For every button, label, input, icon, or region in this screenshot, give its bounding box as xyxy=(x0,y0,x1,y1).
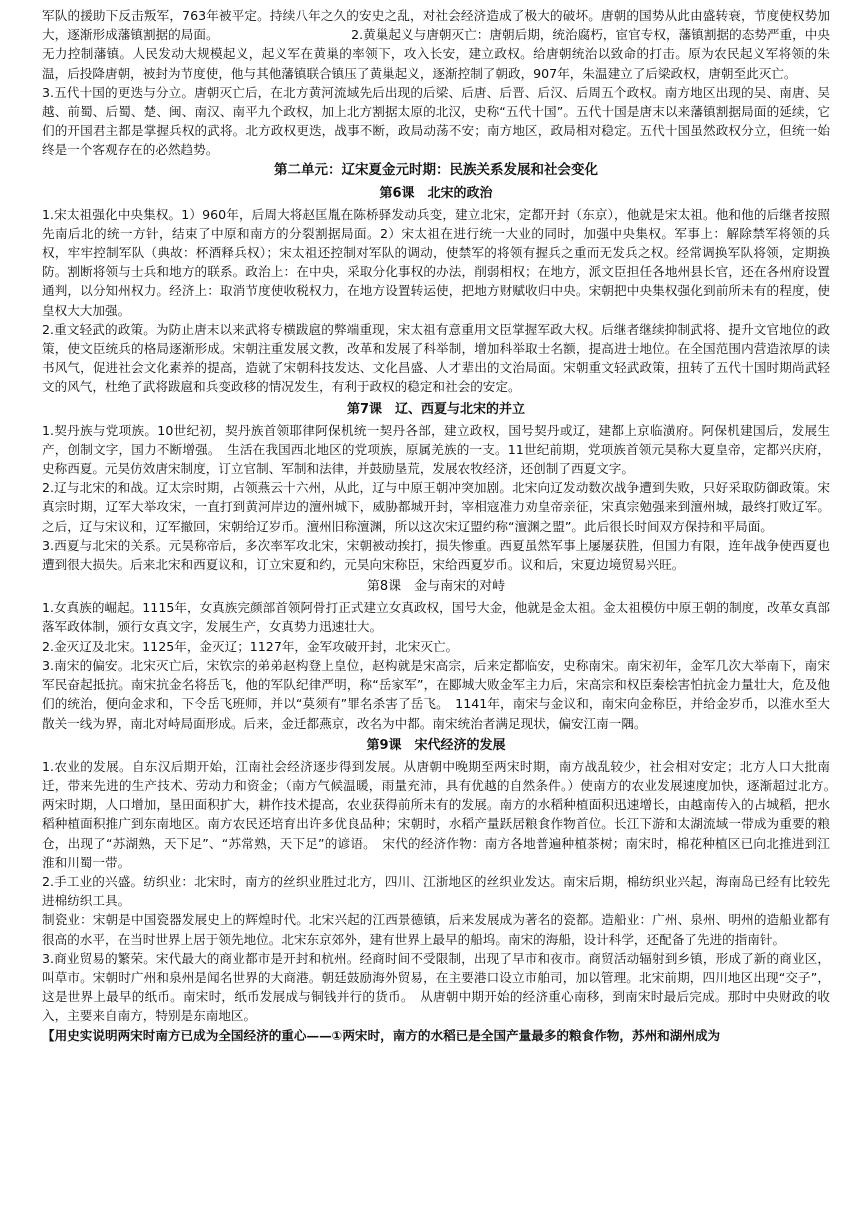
paragraph-wen-over-wu: 2.重文轻武的政策。为防止唐末以来武将专横跋扈的弊端重现，宋太祖有意重用文臣掌握军政大权。后继者继续抑制武将、提升文官地位的政策，使文臣统兵的格局逐渐形成。宋朝注重发展文教，改革和发展了科举制，增加科举取士名额，提高进士地位。在全国范围内营造浓厚的读书风气，促进社会文化素养的提高，造就了宋朝科技发达、文化昌盛、人才辈出的文治局面。宋朝重文轻武政策，扭转了五代十国时期尚武轻文的风气，杜绝了武将跋扈和兵变政移的情况发生，有利于政权的稳定和社会的安定。 xyxy=(42,321,830,395)
unit-title: 第二单元：辽宋夏金元时期：民族关系发展和社会变化 xyxy=(274,161,598,178)
paragraph-porcelain-ships: 制瓷业：宋朝是中国瓷器发展史上的辉煌时代。北宋兴起的江西景德镇，后来发展成为著名的瓷都。造船业：广州、泉州、明州的造船业都有很高的水平，在当时世界上居于领先地位。北宋东京郊外，建有世界上最早的船坞。南宋的海船，设计科学，还配备了先进的指南针。 xyxy=(42,912,830,947)
paragraph-agriculture: 1.农业的发展。自东汉后期开始，江南社会经济逐步得到发展。从唐朝中晚期至两宋时期，南方战乱较少，社会相对安定；北方人口大批南迁，带来先进的生产技术、劳动力和资金；（南方气候温暖，雨量充沛，具有优越的自然条件。）使南方的农业发展速度加快，逐渐超过北方。 两宋时期，人口增加，垦田面积扩大，耕作技术提高，农业获得前所未有的发展。南方的水稻种植面积迅速增长，由越南传入的占城稻，把水稻种植面积推广到东南地区。南方农民还培育出许多优良品种；宋朝时，水稻产量跃居粮食作物首位。长江下游和太湖流域一带成为重要的粮仓，出现了“苏湖熟，天下足”、“苏常熟，天下足”的谚语。 宋代的经济作物：南方各地普遍种植茶树；南宋时，棉花种植区已向北推进到江淮和川蜀一带。 xyxy=(42,758,843,870)
paragraph-commerce: 3.商业贸易的繁荣。宋代最大的商业都市是开封和杭州。经商时间不受限制，出现了早市和夜市。商贸活动辐射到乡镇，形成了新的商业区，叫草市。宋朝时广州和泉州是闻名世界的大商港。朝廷鼓励海外贸易，在主要港口设立市舶司，加以管理。北宋前期，四川地区出现“交子”，这是世界上最早的纸币。南宋时，纸币发展成与铜钱并行的货币。 从唐朝中期开始的经济重心南移，到南宋时最后完成。那时中央财政的收入，主要来自南方，特别是东南地区。 xyxy=(42,950,830,1024)
lesson-title-9: 第9课 宋代经济的发展 xyxy=(366,737,506,753)
paragraph-handicraft: 2.手工业的兴盛。纺织业：北宋时，南方的丝织业胜过北方，四川、江浙地区的丝织业发达。南宋后期，棉纺织业兴起，海南岛已经有比较先进棉纺织工具。 xyxy=(42,873,830,909)
paragraph-song-taizu: 1.宋太祖强化中央集权。1）960年，后周大将赵匡胤在陈桥驿发动兵变，建立北宋，定都开封（东京），他就是宋太祖。他和他的后继者按照先南后北的统一方针，结束了中原和南方的分裂割据局面。2）宋太祖在进行统一大业的同时，加强中央集权。军事上：解除禁军将领的兵权，牢牢控制军队（典故：杯酒释兵权）；宋太祖还控制对军队的调动，使禁军的将领有握兵之重而无发兵之权。经常调换军队将领，定期换防。割断将领与士兵和地方的联系。政治上：在中央，采取分化事权的办法，削弱相权；在地方，派文臣担任各地州县长官，还在各州府设置通判，以分知州权力。经济上：取消节度使收税权力，在地方设置转运使，把地方财赋收归中央。宋朝把中央集权强化到前所未有的程度，使皇权大大加强。 xyxy=(42,206,830,318)
paragraph-an-shi-rebellion: 军队的援助下反击叛军，763年被平定。持续八年之久的安史之乱，对社会经济造成了极大的破坏。唐朝的国势从此由盛转衰，节度使权势加大，逐渐形成藩镇割据的局面。 2.黄巢起义与唐朝灭亡：唐朝后期，统治腐朽，宦官专权，藩镇割据的态势严重，中央无力控制藩镇。人民发动大规模起义，起义军在黄巢的率领下，攻入长安，建立政权。给唐朝统治以致命的打击。原为农民起义军将领的朱温，后投降唐朝，被封为节度使，他与其他藩镇联合镇压了黄巢起义，逐渐控制了朝政，907年，朱温建立了后梁政权，唐朝至此灭亡。 xyxy=(42,8,830,81)
paragraph-southern-song: 3.南宋的偏安。北宋灭亡后，宋钦宗的弟弟赵构登上皇位，赵构就是宋高宗，后来定都临安，史称南宋。南宋初年，金军几次大举南下，南宋军民奋起抵抗。南宋抗金名将岳飞，他的军队纪律严明，称“岳家军”，在郾城大败金军主力后，宋高宗和权臣秦桧害怕抗金力量壮大，危及他们的统治，便向金求和，下令岳飞班师，并以“莫须有”罪名杀害了岳飞。 1141年，南宋与金议和，南宋向金称臣，并给金岁币，以淮水至大散关一线为界，南北对峙局面形成。后来，金迁都燕京，改名为中都。南宋统治者满足现状，偏安江南一隅。 xyxy=(42,657,830,731)
paragraph-jurchen-rise: 1.女真族的崛起。1115年，女真族完颜部首领阿骨打正式建立女真政权，国号大金，他就是金太祖。金太祖模仿中原王朝的制度，改革女真部落军政体制，颁行女真文字，发展生产，女真势力迅速壮大。 xyxy=(42,600,830,635)
lesson-title-6: 第6课 北宋的政治 xyxy=(379,185,493,201)
paragraph-khitan-tangut: 1.契丹族与党项族。10世纪初，契丹族首领耶律阿保机统一契丹各部，建立政权，国号契丹或辽，建都上京临潢府。阿保机建国后，发展生产，创制文字，国力不断增强。 生活在我国西北地区的党项族，原属羌族的一支。11世纪前期，党项族首领元昊称大夏皇帝，定都兴庆府，史称西夏。元昊仿效唐宋制度，订立官制、军制和法律，并鼓励垦荒，发展农牧经济，还创制了西夏文字。 xyxy=(42,422,830,477)
paragraph-xixia-song: 3.西夏与北宋的关系。元昊称帝后，多次率军攻北宋，宋朝被动挨打，损失惨重。西夏虽然军事上屡屡获胜，但国力有限，连年战争使西夏也遭到很大损失。后来北宋和西夏议和，订立宋夏和约，元昊向宋称臣，宋给西夏岁币。议和后，宋夏边境贸易兴旺。 xyxy=(42,537,830,573)
paragraph-liao-song-war: 2.辽与北宋的和战。辽太宗时期，占领燕云十六州，从此，辽与中原王朝冲突加剧。北宋向辽发动数次战争遭到失败，只好采取防御政策。宋真宗时期，辽军大举攻宋，一直打到黄河岸边的澶州城下，威胁都城开封，宰相寇准力劝皇帝亲征，宋真宗勉强来到澶州城，最终打败辽军。之后，辽与宋议和，辽军撤回，宋朝给辽岁币。澶州旧称澶渊，所以这次宋辽盟约称“澶渊之盟”。此后很长时间双方保持和平局面。 xyxy=(42,480,830,534)
paragraph-economic-center: 【用史实说明两宋时南方已成为全国经济的重心——①两宋时，南方的水稻已是全国产量最多的粮食作物，苏州和湖州成为 xyxy=(42,1027,721,1043)
paragraph-jin-conquest: 2.金灭辽及北宋。1125年，金灭辽；1127年，金军攻破开封，北宋灭亡。 xyxy=(42,638,459,654)
lesson-title-8: 第8课 金与南宋的对峙 xyxy=(366,579,506,595)
paragraph-five-dynasties: 3.五代十国的更迭与分立。唐朝灭亡后，在北方黄河流域先后出现的后梁、后唐、后晋、后汉、后周五个政权。南方地区出现的吴、南唐、吴越、前蜀、后蜀、楚、闽、南汉、南平九个政权，加上北方割据太原的北汉，史称“五代十国”。五代十国是唐末以来藩镇割据局面的延续，它们的开国君主都是掌握兵权的武将。北方政权更迭，战事不断，政局动荡不安；南方地区，政局相对稳定。五代十国虽然政权分立，但统一始终是一个客观存在的必然趋势。 xyxy=(42,84,830,158)
lesson-title-7: 第7课 辽、西夏与北宋的并立 xyxy=(346,401,526,417)
